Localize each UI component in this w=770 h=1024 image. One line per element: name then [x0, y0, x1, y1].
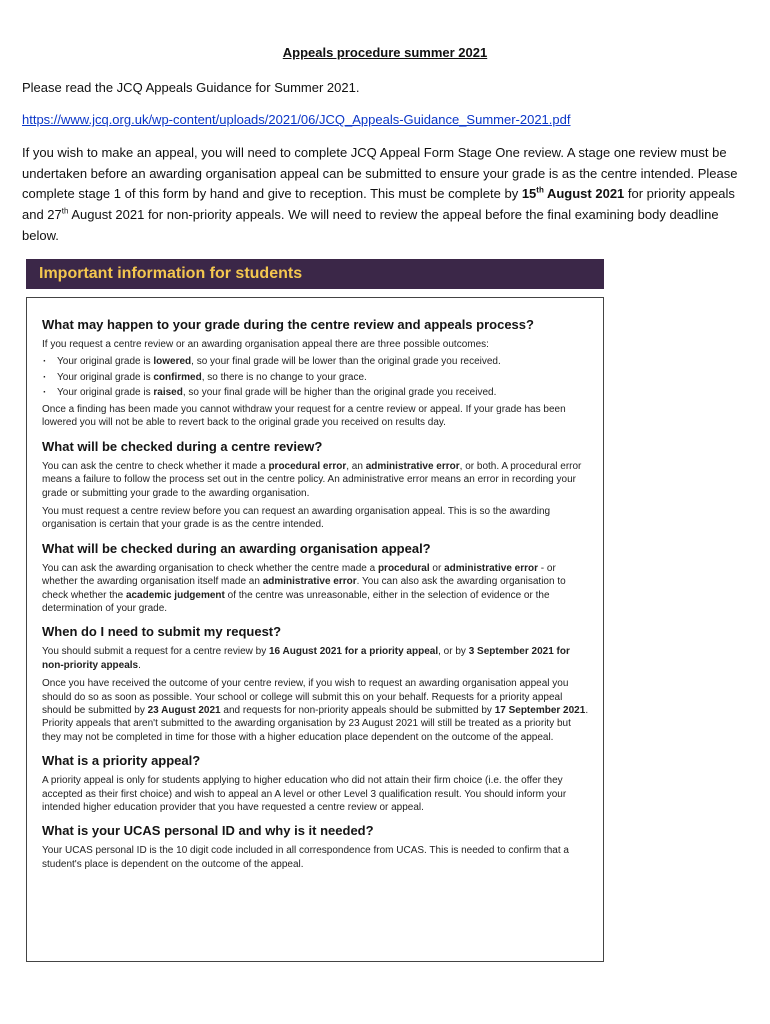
section-text: If you request a centre review or an awarding organisation appeal there are three possible outcomes:: [42, 339, 489, 350]
section-heading: What will be checked during an awarding organisation appeal?: [42, 540, 431, 556]
section-text: You should submit a request for a centre review by 16 August 2021 for a priority appeal, or by 3 September 2021 for non-priority appeals.: [42, 646, 570, 671]
list-item: · Your original grade is raised, so your final grade will be higher than the original grade you received.: [42, 385, 591, 401]
list-item: · Your original grade is confirmed, so there is no change to your grace.: [42, 370, 591, 386]
outcomes-list: [42, 354, 591, 401]
section: [42, 822, 591, 871]
section-text: A priority appeal is only for students applying to higher education who did not attain their firm choice (i.e. the offer they accepted as their first choice) and wish to appeal an A level or other Level 3 qualification result. You should inform your intended higher education provider that you have requested a centre review or appeal.: [42, 775, 567, 814]
section-text: You can ask the centre to check whether it made a procedural error, an administrative error, or both. A procedural error means a failure to follow the process set out in the centre policy. An administrative error means an error in recording your grade or submitting your grade to the awarding organisation.: [42, 460, 582, 499]
section: [42, 623, 591, 744]
intro-text: Please read the JCQ Appeals Guidance for Summer 2021.: [22, 80, 360, 95]
section-heading: When do I need to submit my request?: [42, 624, 282, 640]
section-text: You can ask the awarding organisation to check whether the centre made a procedural or administrative error - or whether the awarding organisation itself made an administrative error. You can also ask the awarding organisation to check whether the academic judgement of the centre was unreasonable, either in the selection of evidence or the determination of your grade.: [42, 562, 566, 614]
appeal-instructions: [22, 143, 748, 247]
section-text: Once you have received the outcome of your centre review, if you wish to request an awarding organisation appeal you should do so as soon as possible. Your school or college will submit this on your behalf. Requests for a priority appeal should be submitted by 23 August 2021 and requests for non-priority appeals should be submitted by 17 September 2021. Priority appeals that aren't submitted to the awarding organisation by 23 August 2021 will still be treated as a priority but they may not be completed in time for those with a higher education place dependent on the outcome of the appeal.: [42, 678, 589, 743]
ordinal-suffix: th: [61, 206, 69, 216]
section-heading: What is a priority appeal?: [42, 753, 201, 769]
info-box: [26, 297, 604, 962]
instructions-text-1: If you wish to make an appeal, you will need to complete JCQ Appeal Form Stage One review. A stage one review must be undertaken before an awarding organisation appeal can be submitted to ensure your grade is as the centre intended. Please complete stage 1 of this form by hand and give to reception. This must be complete by: [22, 145, 738, 202]
section: [42, 752, 591, 814]
section-heading: What is your UCAS personal ID and why is it needed?: [42, 823, 374, 839]
section-text: You must request a centre review before you can request an awarding organisation appeal. This is so the awarding organisation is certain that your grade is as the centre intended.: [42, 505, 551, 531]
priority-deadline: 15th August 2021: [521, 186, 625, 202]
guidance-link[interactable]: https://www.jcq.org.uk/wp-content/uploads/2021/06/JCQ_Appeals-Guidance_Summer-2021.pdf: [22, 112, 571, 127]
instructions-text-2: for priority appeals and 27: [22, 186, 735, 223]
info-banner: Important information for students: [26, 259, 604, 289]
section-text: Once a finding has been made you cannot withdraw your request for a centre review or appeal. If your grade has been lowered you will not be able to revert back to the original grade you received on results day.: [42, 403, 566, 429]
section-text: Your UCAS personal ID is the 10 digit code included in all correspondence from UCAS. This is needed to confirm that a student's place is dependent on the outcome of the appeal.: [42, 845, 569, 870]
section-heading: What may happen to your grade during the centre review and appeals process?: [42, 317, 534, 332]
instructions-text-3: August 2021 for non-priority appeals. We will need to review the appeal before the final examining body deadline below.: [22, 207, 719, 243]
section: [42, 438, 591, 532]
section-heading: What will be checked during a centre review?: [42, 438, 323, 454]
list-item: · Your original grade is lowered, so your final grade will be lower than the original grade you received.: [42, 354, 591, 370]
document-title: Appeals procedure summer 2021: [282, 45, 488, 60]
section: [42, 540, 591, 616]
